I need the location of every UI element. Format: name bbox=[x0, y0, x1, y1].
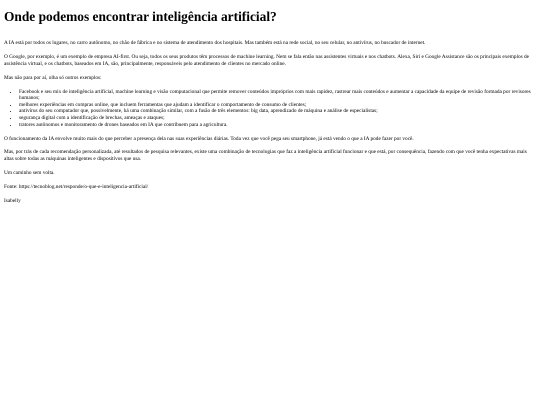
list-item: • segurança digital com a identificação de brechas, ameaças e ataques; bbox=[19, 115, 536, 122]
list-intro: Mas não para por aí, olha só outros exemplos: bbox=[4, 74, 102, 81]
closing-line: Um caminho sem volta. bbox=[4, 170, 55, 177]
list-item: • antivírus do seu computador que, possivelmente, há uma combinação similar, com a fusão de três elementos: big data, aprendizado de máquina e análise de especialistas; bbox=[19, 108, 536, 115]
recommendation-paragraph: Mas, por trás de cada recomendação personalizada, até resultados de pesquisa relevantes, existe uma combinação de tecnologias que faz a inteligência artificial funcionar e que está, por consequência, fazendo com que você tenha expectativas mais altas sobre todas as máquinas inteligentes e dispositivos que usa. bbox=[4, 149, 527, 163]
examples-list bbox=[4, 89, 536, 129]
list-item: • melhores experiências em compras online, que incluem ferramentas que ajudam a identificar o comportamento de consumo de clientes; bbox=[19, 102, 536, 109]
list-item: • Facebook e seu mix de inteligência artificial, machine learning e visão computacional que permite remover conteúdos impróprios com mais rapidez, rastrear mais conteúdos e aumentar a capacidade da equipe de revisão formada por revisores humanos; bbox=[19, 89, 536, 102]
page-title: Onde podemos encontrar inteligência artificial? bbox=[4, 9, 277, 24]
author-name: Isabelly bbox=[4, 198, 21, 205]
google-paragraph: O Google, por exemplo, é um exemplo de empresa AI-first. Ou seja, todos os seus produtos têm processos de machine learning. Nem se fala então nas assistentes virtuais e nos chatbots. Alexa, Siri e Google Assistance são os principais exemplos de assistência virtual, e os chatbots, baseados em IA, são, principalmente, responsáveis pelo atendimento de clientes no mercado online. bbox=[4, 53, 530, 67]
intro-paragraph: A IA está por todos os lugares, no carro autônomo, no chão de fábrica e no sistema de atendimento dos hospitais. Mas também está na rede social, no seu celular, no antivírus, no buscador de internet. bbox=[4, 40, 426, 46]
list-item: • tratores autônomos e monitoramento de drones baseados em IA que contribuem para a agricultura. bbox=[19, 122, 536, 129]
functioning-paragraph: O funcionamento da IA envolve muito mais do que perceber a presença dela nas suas experiências diárias. Toda vez que você pega seu smartphone, já está vendo o que a IA pode fazer por você. bbox=[4, 135, 414, 142]
source-line: Fonte: https://tecnoblog.net/responde/o-que-e-inteligencia-artificial/ bbox=[4, 184, 149, 191]
